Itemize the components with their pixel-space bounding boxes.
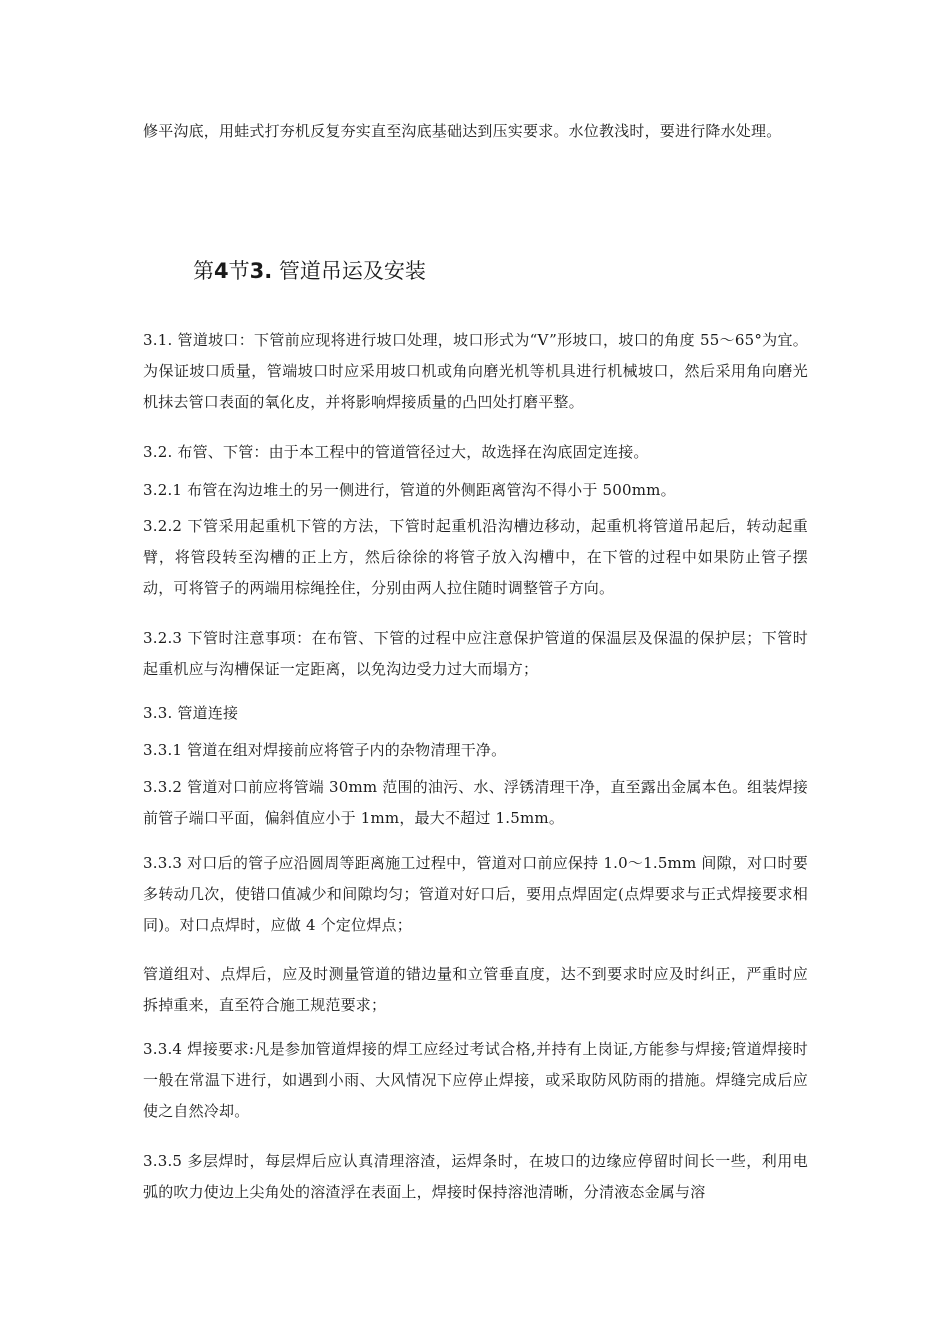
paragraph-3-3-4: 3.3.4 焊接要求:凡是参加管道焊接的焊工应经过考试合格,并持有上岗证,方能参与焊接;管道焊接时一般在常温下进行，如遇到小雨、大风情况下应停止焊接，或采取防风防雨的措施。焊缝完成后应使之自然冷却。 bbox=[143, 1040, 808, 1120]
heading-prefix: 第 bbox=[193, 259, 214, 283]
paragraph-3-3-5: 3.3.5 多层焊时，每层焊后应认真清理溶渣，运焊条时，在坡口的边缘应停留时间长一些，利用电弧的吹力使边上尖角处的溶渣浮在表面上，焊接时保持溶池清晰，分清液态金属与溶 bbox=[143, 1152, 808, 1201]
heading-section-number: 4 bbox=[214, 259, 229, 283]
paragraph-3-3: 3.3. 管道连接 bbox=[143, 704, 239, 722]
intro-paragraph: 修平沟底，用蛙式打夯机反复夯实直至沟底基础达到压实要求。水位教浅时，要进行降水处理。 bbox=[143, 122, 782, 140]
section-heading bbox=[193, 254, 426, 288]
paragraph-3-3-2: 3.3.2 管道对口前应将管端 30mm 范围的油污、水、浮锈清理干净，直至露出金属本色。组装焊接前管子端口平面，偏斜值应小于 1mm，最大不超过 1.5mm。 bbox=[143, 778, 808, 827]
paragraph-alignment-note: 管道组对、点焊后，应及时测量管道的错边量和立管垂直度，达不到要求时应及时纠正，严重时应拆掉重来，直至符合施工规范要求； bbox=[143, 965, 808, 1014]
paragraph-3-2-1: 3.2.1 布管在沟边堆土的另一侧进行，管道的外侧距离管沟不得小于 500mm。 bbox=[143, 481, 676, 499]
heading-middle: 节 bbox=[228, 259, 250, 283]
heading-title: 管道吊运及安装 bbox=[278, 259, 426, 283]
paragraph-3-3-3: 3.3.3 对口后的管子应沿圆周等距离施工过程中，管道对口前应保持 1.0～1.5mm 间隙，对口时要多转动几次，使错口值减少和间隙均匀；管道对好口后，要用点焊固定(点焊要求与正式焊接要求相同)。对口点焊时，应做 4 个定位焊点； bbox=[143, 854, 808, 934]
paragraph-3-2-3: 3.2.3 下管时注意事项：在布管、下管的过程中应注意保护管道的保温层及保温的保护层；下管时起重机应与沟槽保证一定距离，以免沟边受力过大而塌方； bbox=[143, 629, 808, 678]
paragraph-3-1: 3.1. 管道坡口：下管前应现将进行坡口处理，坡口形式为“V”形坡口，坡口的角度 55～65°为宜。为保证坡口质量，管端坡口时应采用坡口机或角向磨光机等机具进行机械坡口，然后采用角向磨光机抹去管口表面的氧化皮，并将影响焊接质量的凸凹处打磨平整。 bbox=[143, 331, 808, 411]
heading-clause-number: 3. bbox=[249, 259, 273, 283]
paragraph-3-3-1: 3.3.1 管道在组对焊接前应将管子内的杂物清理干净。 bbox=[143, 741, 507, 759]
paragraph-3-2: 3.2. 布管、下管：由于本工程中的管道管径过大，故选择在沟底固定连接。 bbox=[143, 443, 649, 461]
paragraph-3-2-2: 3.2.2 下管采用起重机下管的方法，下管时起重机沿沟槽边移动，起重机将管道吊起后，转动起重臂，将管段转至沟槽的正上方，然后徐徐的将管子放入沟槽中，在下管的过程中如果防止管子摆动，可将管子的两端用棕绳拴住，分别由两人拉住随时调整管子方向。 bbox=[143, 517, 808, 597]
